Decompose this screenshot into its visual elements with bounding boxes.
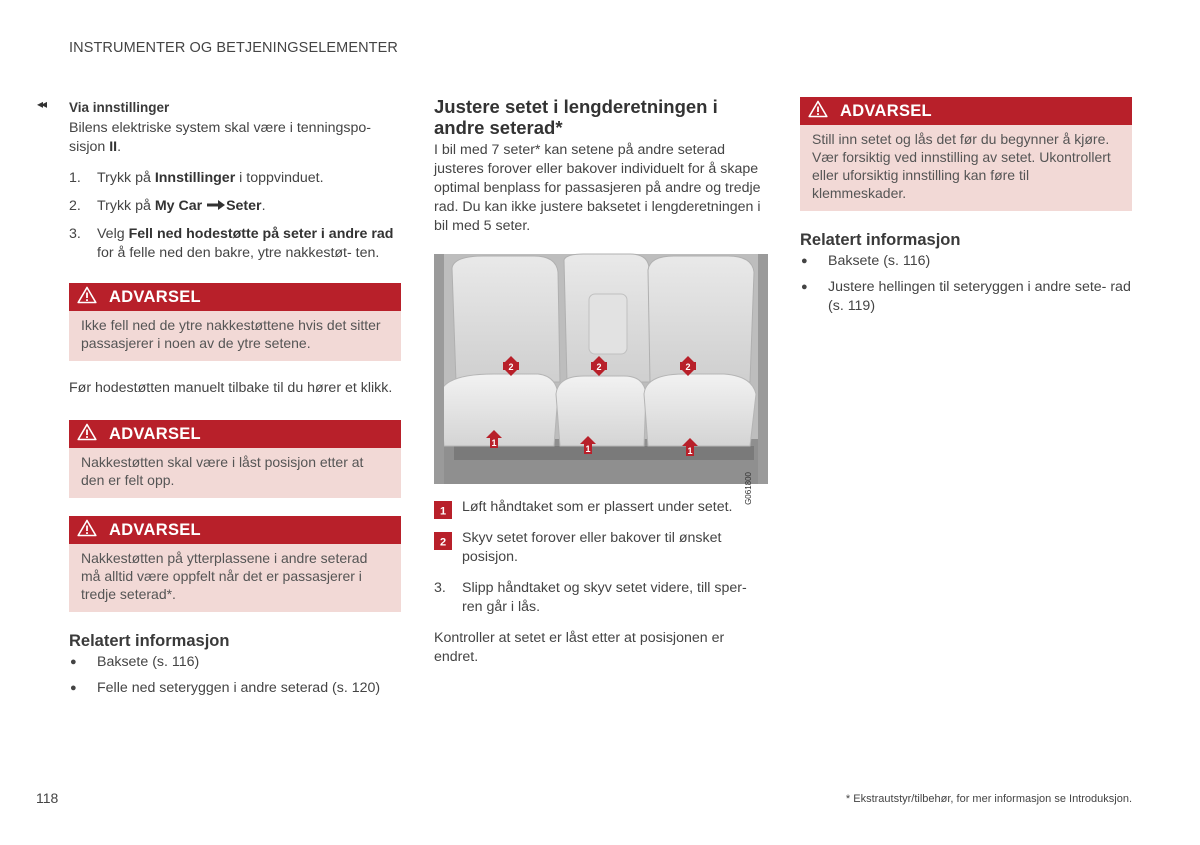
intro-text: Bilens elektriske system skal være i tenningspo- sisjon II. [69, 120, 371, 155]
callout-badge-2 [677, 356, 699, 382]
column-2 [434, 96, 768, 667]
list-item: 1. Trykk på Innstillinger i toppvinduet. [69, 170, 324, 186]
intro-text: I bil med 7 seter* kan setene på andre seterad justeres forover eller bakover individuelt for å skape optimal benplass for passasjeren på andre og tredje rad. Du kan ikke justere baksetet i lengderetningen i bil med 5 seter. [434, 142, 761, 234]
callout-badge-2 [500, 356, 522, 382]
list-item: 1 Løft håndtaket som er plassert under setet. [434, 498, 768, 517]
warning-box [69, 420, 401, 498]
warning-triangle-icon [77, 519, 109, 542]
related-link[interactable]: ● Baksete (s. 116) [800, 252, 1132, 271]
warning-header: ADVARSEL [800, 97, 1132, 125]
page-header: INSTRUMENTER OG BETJENINGSELEMENTER [69, 40, 398, 56]
arrow-right-icon [206, 198, 226, 214]
warning-box [69, 283, 401, 361]
list-item: 3. Slipp håndtaket og skyv setet videre, till sper- ren går i lås. [434, 580, 747, 615]
callout-badge-1-icon [434, 501, 452, 519]
callout-badge-1 [576, 436, 600, 462]
svg-text:2: 2 [685, 362, 691, 372]
footnote: * Ekstrautstyr/tilbehør, for mer informasjon se Introduksjon. [845, 793, 1132, 805]
warning-text: Nakkestøtten skal være i låst posisjon etter at den er felt opp. [81, 454, 364, 488]
section-subtitle: Via innstillinger [69, 100, 170, 115]
warning-box [69, 516, 401, 612]
list-item: 2. Trykk på My Car Seter. [69, 198, 266, 214]
related-heading: Relatert informasjon [800, 231, 961, 249]
paragraph: Før hodestøtten manuelt tilbake til du hører et klikk. [69, 380, 393, 396]
section-heading: Justere setet i lengderetningen i andre seterad* [434, 96, 718, 138]
callout-badge-2-icon [434, 532, 452, 550]
column-1 [69, 95, 401, 705]
warning-triangle-icon [77, 423, 109, 446]
warning-triangle-icon [77, 286, 109, 309]
warning-header: ADVARSEL [69, 516, 401, 544]
related-heading: Relatert informasjon [69, 632, 230, 650]
rear-seats-photo [434, 254, 768, 505]
warning-box [800, 97, 1132, 211]
svg-text:1: 1 [687, 446, 693, 456]
svg-text:2: 2 [439, 536, 447, 549]
warning-triangle-icon [808, 100, 840, 123]
warning-text: Nakkestøtten på ytterplassene i andre seterad må alltid være oppfelt når det er passasjerer i tredje seterad*. [81, 550, 368, 602]
paragraph: Kontroller at setet er låst etter at posisjonen er endret. [434, 630, 725, 665]
back-chevron-icon[interactable]: ◂◂ [37, 97, 46, 111]
svg-text:1: 1 [439, 505, 447, 518]
list-item: 3. Velg Fell ned hodestøtte på seter i andre rad for å felle ned den bakre, ytre nakkestøt- ten. [69, 226, 394, 261]
callout-badge-1 [482, 430, 506, 456]
warning-header: ADVARSEL [69, 283, 401, 311]
related-link[interactable]: ● Felle ned seteryggen i andre seterad (s. 120) [69, 679, 401, 698]
related-link[interactable]: ● Justere hellingen til seteryggen i andre sete- rad (s. 119) [800, 278, 1132, 316]
related-link[interactable]: ● Baksete (s. 116) [69, 653, 401, 672]
warning-text: Still inn setet og lås det før du begynner å kjøre. Vær forsiktig ved innstilling av setet. Ukontrollert eller uforsiktig innstilling kan føre til klemmeskader. [812, 131, 1111, 201]
svg-text:2: 2 [508, 362, 514, 372]
warning-text: Ikke fell ned de ytre nakkestøttene hvis det sitter passasjerer i noen av de ytre setene. [81, 317, 381, 351]
svg-text:2: 2 [596, 362, 602, 372]
image-code: G061800 [744, 472, 753, 505]
page-number: 118 [36, 790, 59, 806]
warning-header: ADVARSEL [69, 420, 401, 448]
svg-text:1: 1 [491, 438, 497, 448]
callout-badge-1 [678, 438, 702, 464]
steps-list [69, 169, 401, 263]
callout-badge-2 [588, 356, 610, 382]
steps-list [434, 498, 768, 617]
svg-text:1: 1 [585, 444, 591, 454]
column-3 [800, 97, 1132, 323]
list-item: 2 Skyv setet forover eller bakover til ønsket posisjon. [434, 529, 768, 567]
related-list [800, 252, 1132, 316]
related-list [69, 653, 401, 698]
